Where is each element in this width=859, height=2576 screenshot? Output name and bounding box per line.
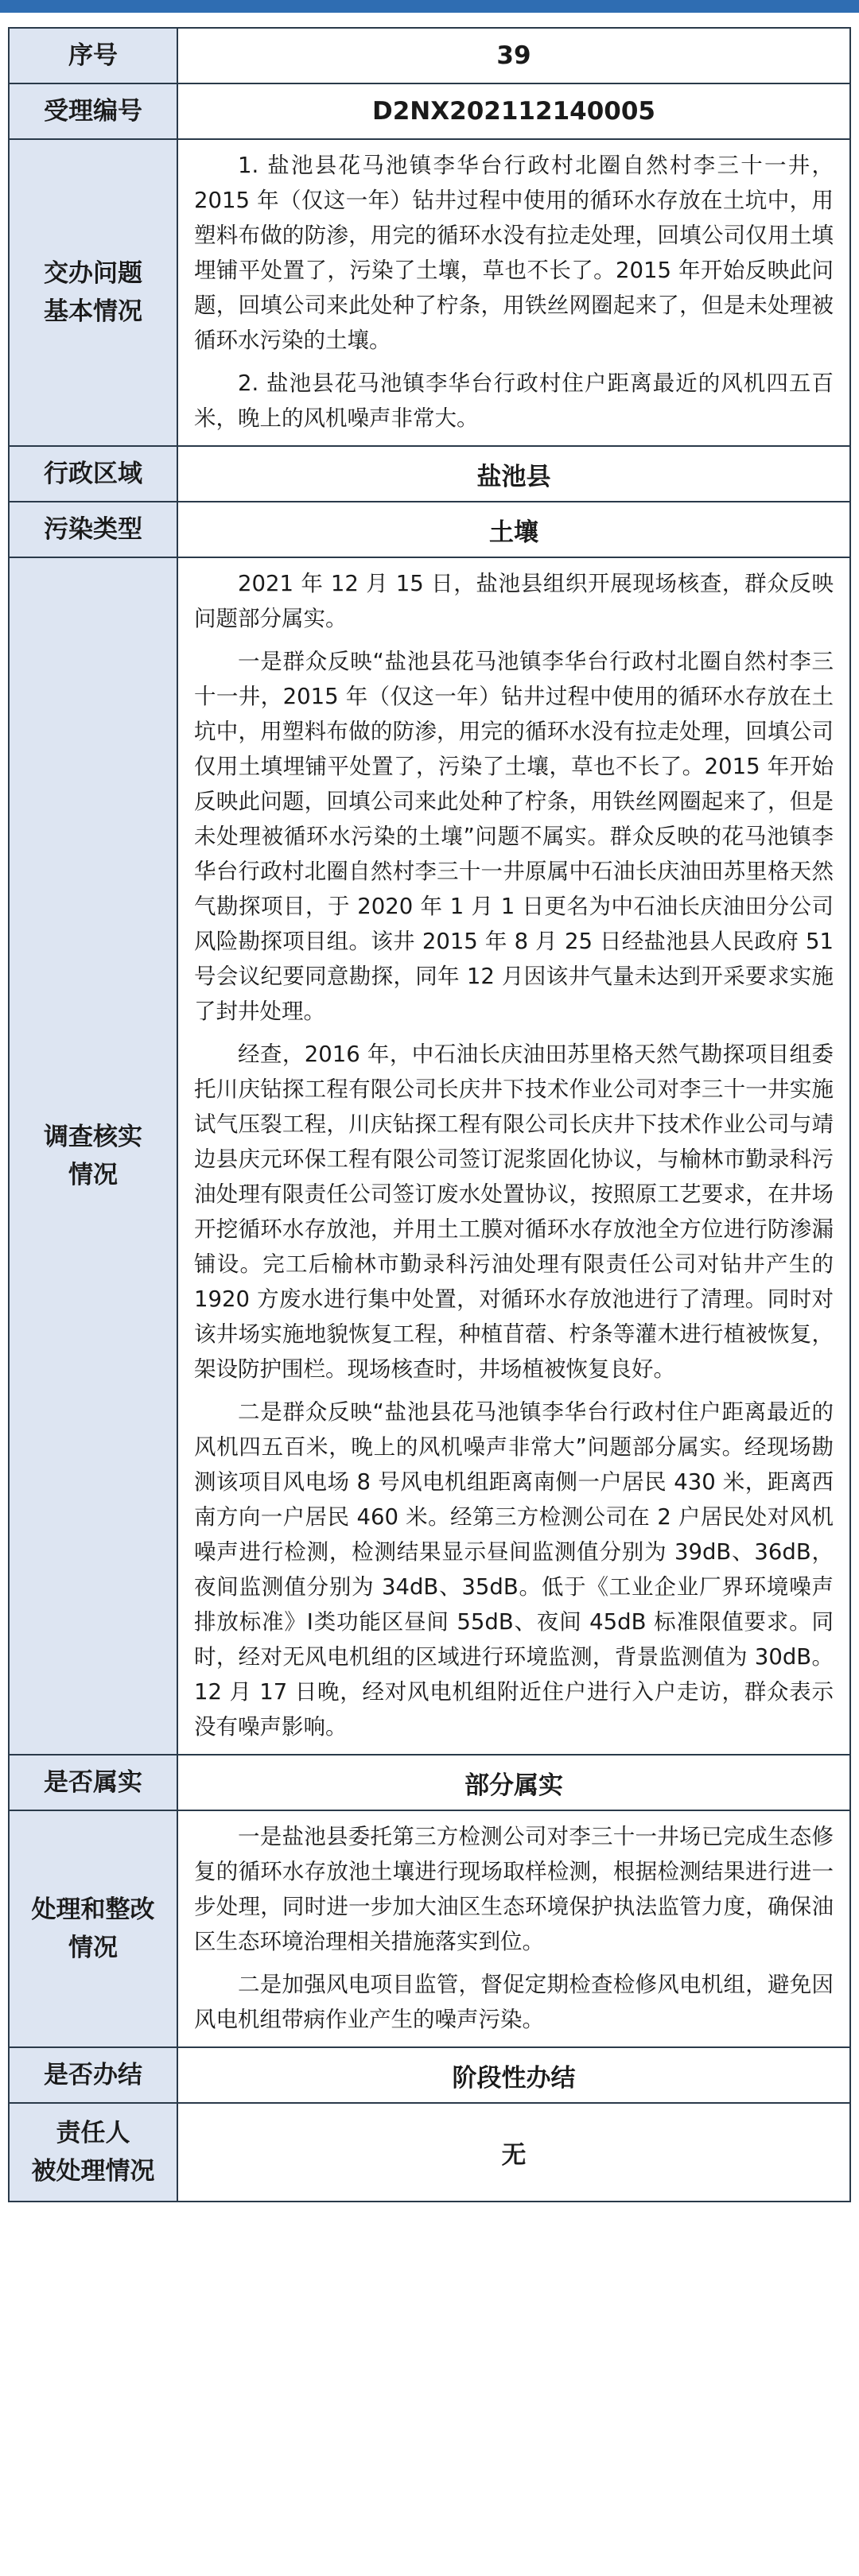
value-region: 盐池县 [177, 446, 850, 502]
row-seq [9, 28, 850, 83]
value-truth: 部分属实 [177, 1755, 850, 1810]
investigation-paragraph: 2021 年 12 月 15 日，盐池县组织开展现场核查，群众反映问题部分属实。 [194, 571, 834, 632]
row-responsible [9, 2103, 850, 2202]
row-handling [9, 1810, 850, 2047]
investigation-paragraph: 二是群众反映“盐池县花马池镇李华台行政村住户距离最近的风机四五百米，晚上的风机噪声非常大”问题部分属实。经现场勘测该项目风电场 8 号风电机组距离南侧一户居民 430 米，距离西南方向一户居民 460 米。经第三方检测公司在 2 户居民处对风机噪声进行检测，检测结果显示昼间监测值分别为 39dB、36dB，夜间监测值分别为 34dB、35dB。低于《工业企业厂界环境噪声排放标准》Ⅰ类功能区昼间 55dB、夜间 45dB 标准限值要求。同时，经对无风电机组的区域进行环境监测，背景监测值为 30dB。12 月 17 日晚，经对风电机组附近住户进行入户走访，群众表示没有噪声影响。 [194, 1399, 834, 1740]
label-region: 行政区域 [9, 446, 177, 502]
label-investigation-line2: 情况 [68, 1161, 118, 1190]
value-responsible: 无 [177, 2103, 850, 2202]
label-handling-line2: 情况 [68, 1934, 118, 1963]
basic-paragraph: 1. 盐池县花马池镇李华台行政村北圈自然村李三十一井，2015 年（仅这一年）钻井过程中使用的循环水存放在土坑中，用塑料布做的防渗，用完的循环水没有拉走处理，回填公司仅用土填埋铺平处置了，污染了土壤，草也不长了。2015 年开始反映此问题，回填公司来此处种了柠条，用铁丝网圈起来了，但是未处理被循环水污染的土壤。 [194, 153, 834, 354]
label-seq: 序号 [9, 28, 177, 83]
handling-paragraph: 一是盐池县委托第三方检测公司对李三十一井场已完成生态修复的循环水存放池土壤进行现场取样检测，根据检测结果进行进一步处理，同时进一步加大油区生态环境保护执法监管力度，确保油区生态环境治理相关措施落实到位。 [194, 1824, 834, 1955]
label-accept-no: 受理编号 [9, 83, 177, 139]
row-concluded [9, 2047, 850, 2103]
value-pollution-type: 土壤 [177, 502, 850, 557]
row-investigation [9, 557, 850, 1755]
label-investigation [9, 557, 177, 1755]
label-responsible-line2: 被处理情况 [31, 2157, 155, 2186]
label-truth: 是否属实 [9, 1755, 177, 1810]
investigation-paragraph: 经查，2016 年，中石油长庆油田苏里格天然气勘探项目组委托川庆钻探工程有限公司长庆井下技术作业公司对李三十一井实施试气压裂工程，川庆钻探工程有限公司长庆井下技术作业公司与靖边县庆元环保工程有限公司签订泥浆固化协议，与榆林市勤录科污油处理有限责任公司签订废水处置协议，按照原工艺要求，在井场开挖循环水存放池，并用土工膜对循环水存放池全方位进行防渗漏铺设。完工后榆林市勤录科污油处理有限责任公司对钻井产生的 1920 方废水进行集中处置，对循环水存放池进行了清理。同时对该井场实施地貌恢复工程，种植苜蓿、柠条等灌木进行植被恢复，架设防护围栏。现场核查时，井场植被恢复良好。 [194, 1042, 834, 1383]
label-concluded: 是否办结 [9, 2047, 177, 2103]
label-handling [9, 1810, 177, 2047]
row-accept-no [9, 83, 850, 139]
investigation-paragraph: 一是群众反映“盐池县花马池镇李华台行政村北圈自然村李三十一井，2015 年（仅这一年）钻井过程中使用的循环水存放在土坑中，用塑料布做的防渗，用完的循环水没有拉走处理，回填公司仅用土填埋铺平处置了，污染了土壤，草也不长了。2015 年开始反映此问题，回填公司来此处种了柠条，用铁丝网圈起来了，但是未处理被循环水污染的土壤”问题不属实。群众反映的花马池镇李华台行政村北圈自然村李三十一井原属中石油长庆油田苏里格天然气勘探项目，于 2020 年 1 月 1 日更名为中石油长庆油田分公司风险勘探项目组。该井 2015 年 8 月 25 日经盐池县人民政府 51 号会议纪要同意勘探，同年 12 月因该井气量未达到开采要求实施了封井处理。 [194, 649, 834, 1025]
value-basic-situation [177, 139, 850, 446]
basic-paragraph: 2. 盐池县花马池镇李华台行政村住户距离最近的风机四五百米，晚上的风机噪声非常大。 [194, 370, 834, 432]
label-responsible-line1: 责任人 [56, 2119, 130, 2148]
case-record-table [8, 27, 851, 2202]
value-seq: 39 [177, 28, 850, 83]
label-basic-line1: 交办问题 [44, 259, 142, 289]
row-pollution-type [9, 502, 850, 557]
top-accent-bar [0, 0, 859, 13]
label-basic-line2: 基本情况 [44, 297, 142, 327]
row-truth [9, 1755, 850, 1810]
row-region [9, 446, 850, 502]
label-responsible [9, 2103, 177, 2202]
handling-paragraph: 二是加强风电项目监管，督促定期检查检修风电机组，避免因风电机组带病作业产生的噪声污染。 [194, 1972, 834, 2033]
value-accept-no: D2NX202112140005 [177, 83, 850, 139]
value-concluded: 阶段性办结 [177, 2047, 850, 2103]
label-pollution-type: 污染类型 [9, 502, 177, 557]
label-handling-line1: 处理和整改 [31, 1895, 155, 1925]
label-basic-situation [9, 139, 177, 446]
value-handling [177, 1810, 850, 2047]
value-investigation [177, 557, 850, 1755]
label-investigation-line1: 调查核实 [44, 1123, 142, 1152]
row-basic-situation [9, 139, 850, 446]
